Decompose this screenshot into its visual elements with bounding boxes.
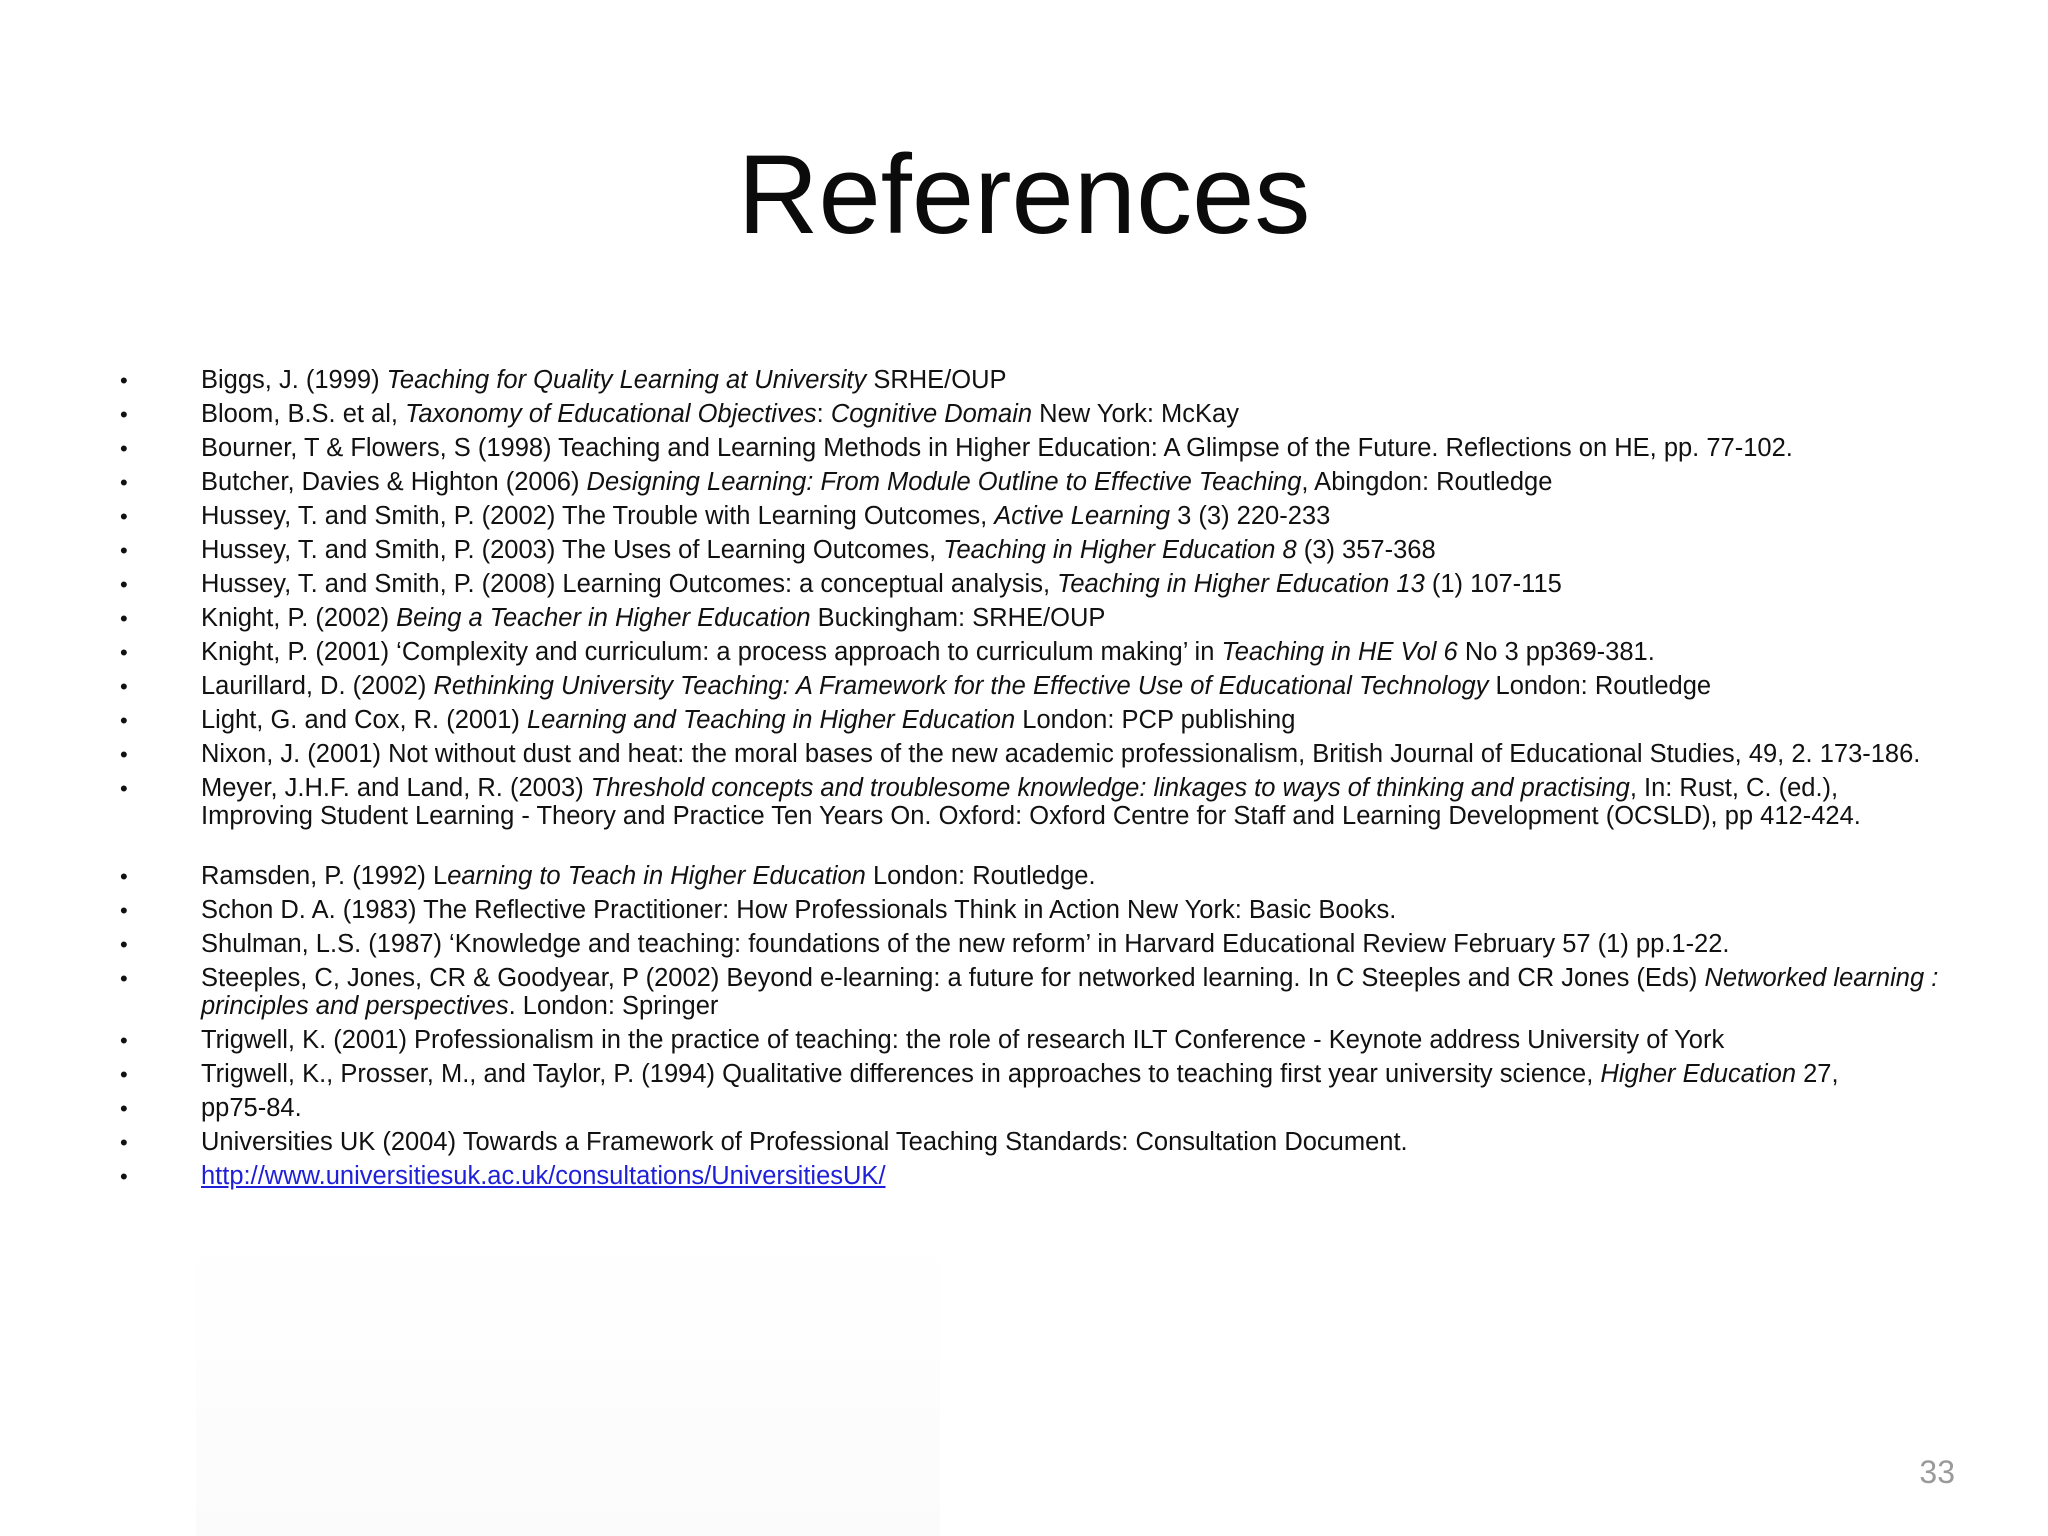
bullet-icon: •	[120, 368, 128, 393]
page-number: 33	[1919, 1454, 1955, 1490]
reference-text: New York: McKay	[1032, 400, 1239, 428]
reference-item	[120, 741, 1950, 769]
reference-text: , In: Rust, C. (ed.), Improving Student Learning - Theory and Practice Ten Years On. Oxford: Oxford Centre for Staff and Learning Development (OCSLD), pp 412-424.	[201, 774, 1861, 830]
reference-item	[120, 1095, 1950, 1123]
reference-title-italic: Teaching in HE Vol 6	[1221, 638, 1458, 666]
reference-item	[120, 401, 1950, 429]
reference-text: Hussey, T. and Smith, P. (2002) The Trouble with Learning Outcomes,	[201, 502, 995, 530]
bullet-icon: •	[120, 1061, 128, 1087]
reference-link[interactable]: http://www.universitiesuk.ac.uk/consultations/UniversitiesUK/	[201, 1161, 886, 1190]
reference-text: Knight, P. (2001) ‘Complexity and curriculum: a process approach to curriculum making’ in	[201, 638, 1222, 666]
bullet-icon: •	[120, 742, 128, 767]
bullet-icon: •	[120, 402, 128, 427]
reference-item	[120, 367, 1950, 395]
bullet-icon: •	[120, 1095, 128, 1121]
reference-title-italic: Threshold concepts and troublesome knowledge: linkages to ways of thinking and practising	[590, 774, 1630, 802]
reference-text: No 3 pp369-381.	[1457, 638, 1655, 666]
reference-text: Schon D. A. (1983) The Reflective Practitioner: How Professionals Think in Action New York: Basic Books.	[201, 896, 1397, 924]
reference-item	[120, 931, 1950, 959]
reference-item	[120, 537, 1950, 565]
reference-text: (1) 107-115	[1424, 570, 1562, 598]
bullet-icon: •	[120, 640, 128, 665]
reference-text: Hussey, T. and Smith, P. (2008) Learning Outcomes: a conceptual analysis,	[201, 570, 1058, 598]
reference-item	[120, 435, 1950, 463]
reference-text: Ramsden, P. (1992) L	[201, 862, 448, 890]
reference-item	[120, 469, 1950, 497]
reference-text: pp75-84.	[201, 1093, 302, 1122]
reference-item	[120, 965, 1950, 1020]
bullet-icon: •	[120, 932, 128, 957]
reference-text: Laurillard, D. (2002)	[201, 672, 434, 700]
reference-item	[120, 897, 1950, 925]
reference-text: Steeples, C, Jones, CR & Goodyear, P (2002) Beyond e-learning: a future for networked learning. In C Steeples and CR Jones (Eds)	[201, 964, 1705, 992]
reference-text: (3) 357-368	[1296, 536, 1436, 564]
reference-title-italic: Networked learning : principles and perspectives	[201, 964, 1939, 1020]
bullet-icon: •	[120, 966, 128, 991]
reference-title-italic: Taxonomy of Educational Objectives	[405, 400, 817, 428]
reference-title-italic: Teaching for Quality Learning at University	[386, 366, 867, 394]
bullet-icon: •	[120, 606, 128, 631]
bullet-icon: •	[120, 674, 128, 699]
reference-text: Universities UK (2004) Towards a Framework of Professional Teaching Standards: Consultation Document.	[201, 1127, 1408, 1156]
bullet-icon: •	[120, 538, 128, 563]
reference-title-italic: Rethinking University Teaching: A Framework for the Effective Use of Educational Technology	[433, 672, 1489, 700]
slide-title: References	[737, 132, 1311, 257]
reference-text: Hussey, T. and Smith, P. (2003) The Uses of Learning Outcomes,	[201, 536, 944, 564]
reference-item	[120, 863, 1950, 891]
bullet-icon: •	[120, 1129, 128, 1155]
reference-text: Knight, P. (2002)	[201, 604, 397, 632]
reference-item	[120, 1027, 1950, 1055]
reference-title-italic: Cognitive Domain	[830, 400, 1033, 428]
reference-text: Light, G. and Cox, R. (2001)	[201, 706, 527, 734]
reference-title-italic: Learning and Teaching in Higher Education	[527, 706, 1016, 734]
reference-text: Butcher, Davies & Highton (2006)	[201, 468, 587, 496]
reference-title-italic: Teaching in Higher Education 8	[943, 536, 1297, 564]
reference-title-italic: Designing Learning: From Module Outline to Effective Teaching	[586, 468, 1302, 496]
reference-text: Trigwell, K. (2001) Professionalism in the practice of teaching: the role of research ILT Conference - Keynote address University of York	[201, 1025, 1725, 1054]
reference-text: 27,	[1796, 1059, 1839, 1088]
bullet-icon: •	[120, 470, 128, 495]
reference-text: Bloom, B.S. et al,	[201, 400, 406, 428]
bullet-icon: •	[120, 1163, 128, 1189]
reference-item	[120, 707, 1950, 735]
bullet-icon: •	[120, 572, 128, 597]
reference-item	[120, 503, 1950, 531]
bullet-icon: •	[120, 708, 128, 733]
reference-text: Buckingham: SRHE/OUP	[810, 604, 1106, 632]
bullet-icon: •	[120, 864, 128, 889]
reference-item	[120, 605, 1950, 633]
reference-text: Bourner, T & Flowers, S (1998) Teaching and Learning Methods in Higher Education: A Glimpse of the Future. Reflections on HE, pp. 77-102.	[201, 434, 1793, 462]
reference-text: Shulman, L.S. (1987) ‘Knowledge and teaching: foundations of the new reform’ in Harvard Educational Review February 57 (1) pp.1-22.	[201, 930, 1730, 958]
reference-title-italic: Teaching in Higher Education 13	[1057, 570, 1425, 598]
reference-item	[120, 1061, 1950, 1089]
reference-item	[120, 571, 1950, 599]
reference-title-italic: earning to Teach in Higher Education	[447, 862, 866, 890]
bullet-icon: •	[120, 504, 128, 529]
reference-text: SRHE/OUP	[866, 366, 1007, 394]
references-list	[120, 367, 1950, 1197]
background-shade	[196, 1232, 940, 1536]
reference-text: Trigwell, K., Prosser, M., and Taylor, P. (1994) Qualitative differences in approaches to teaching first year university science,	[201, 1059, 1601, 1088]
reference-item	[120, 673, 1950, 701]
reference-text: , Abingdon: Routledge	[1301, 468, 1553, 496]
reference-item	[120, 1163, 1950, 1191]
bullet-icon: •	[120, 1027, 128, 1053]
reference-text: London: Routledge.	[865, 862, 1096, 890]
bullet-icon: •	[120, 898, 128, 923]
reference-text: Meyer, J.H.F. and Land, R. (2003)	[201, 774, 591, 802]
reference-text: 3 (3) 220-233	[1170, 502, 1331, 530]
reference-text: London: PCP publishing	[1015, 706, 1296, 734]
reference-text: . London: Springer	[508, 991, 719, 1020]
reference-title-italic: Active Learning	[994, 502, 1171, 530]
reference-item	[120, 639, 1950, 667]
bullet-icon: •	[120, 436, 128, 461]
reference-text: Nixon, J. (2001) Not without dust and heat: the moral bases of the new academic professionalism, British Journal of Educational Studies, 49, 2. 173-186.	[201, 740, 1921, 768]
reference-title-italic: Higher Education	[1600, 1059, 1797, 1088]
reference-text: Biggs, J. (1999)	[201, 366, 387, 394]
reference-item	[120, 1129, 1950, 1157]
reference-text: London: Routledge	[1488, 672, 1712, 700]
reference-text: :	[816, 400, 831, 428]
reference-item	[120, 775, 1950, 830]
reference-title-italic: Being a Teacher in Higher Education	[396, 604, 811, 632]
bullet-icon: •	[120, 776, 128, 801]
